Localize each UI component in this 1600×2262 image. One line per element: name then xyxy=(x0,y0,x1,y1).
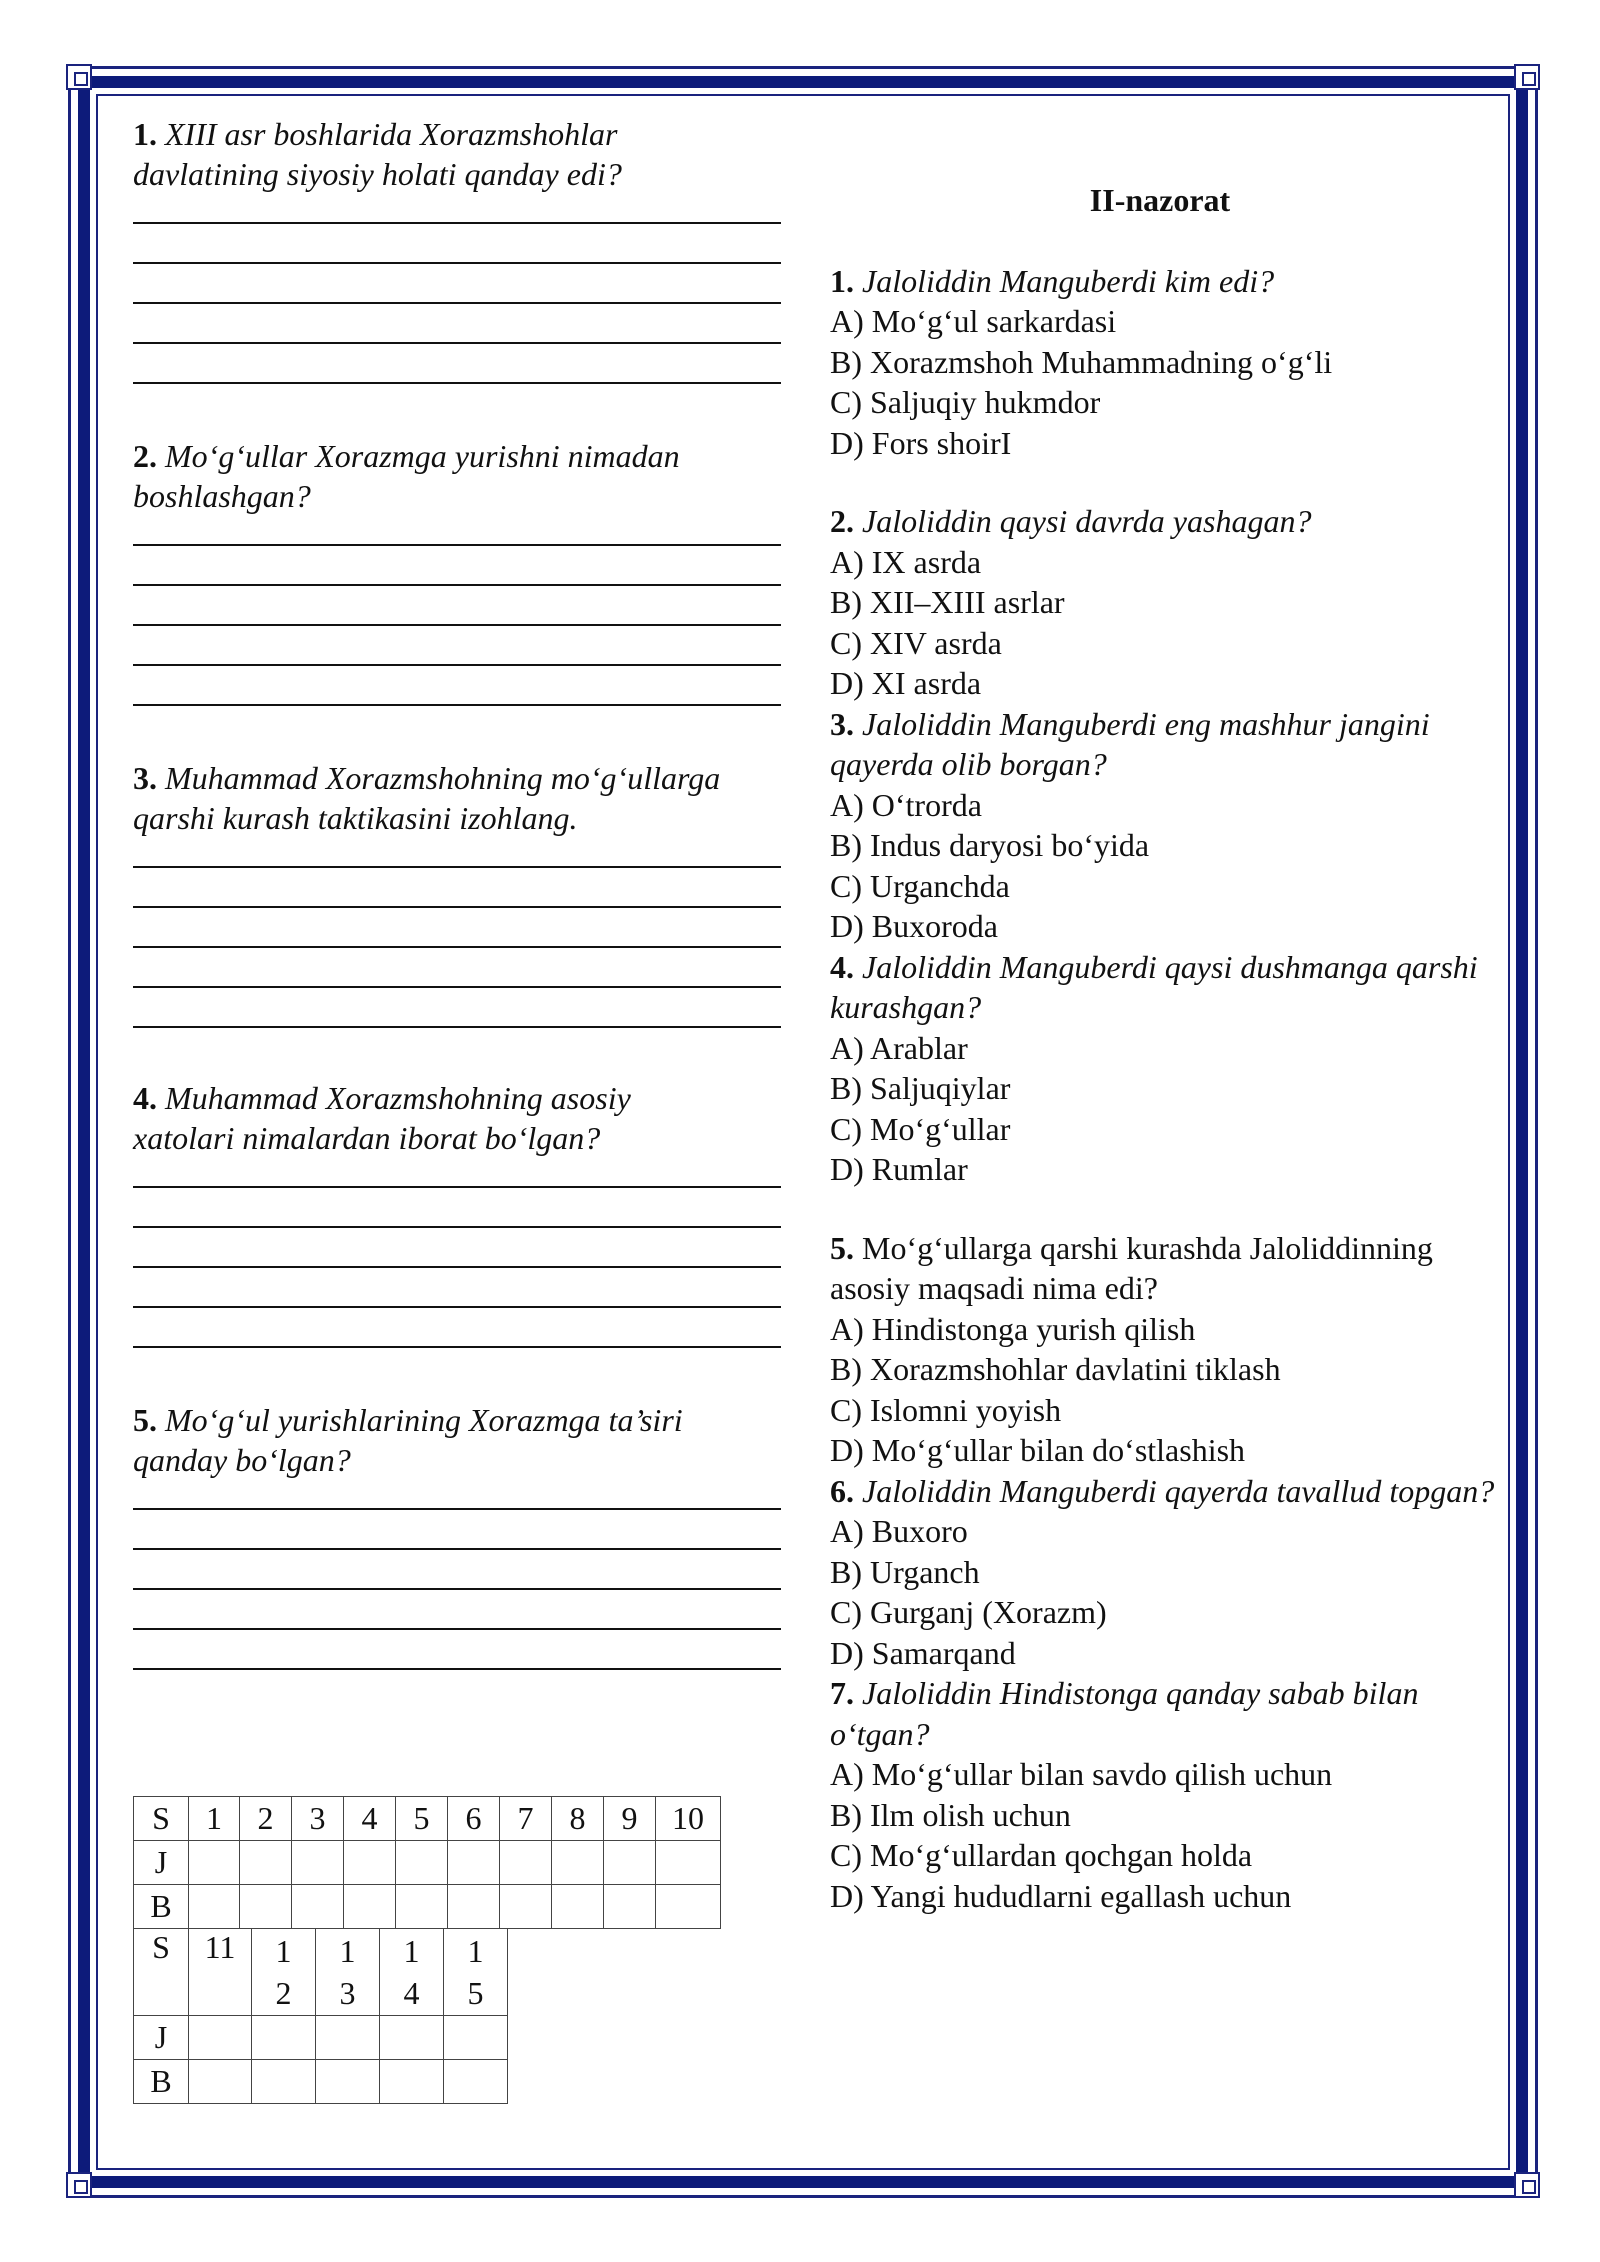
option[interactable]: B) XII–XIII asrlar xyxy=(830,584,1065,620)
answer-lines-5[interactable] xyxy=(133,1508,781,1708)
option[interactable]: B) Urganch xyxy=(830,1553,980,1590)
option[interactable]: B) Saljuqiylar xyxy=(830,1070,1011,1106)
corner-ornament-top-right xyxy=(1514,64,1540,90)
answer-cell[interactable] xyxy=(500,1841,552,1885)
corner-ornament-bottom-left xyxy=(66,2172,92,2198)
answer-cell[interactable] xyxy=(604,1885,656,1929)
row-label-j: J xyxy=(134,2016,189,2060)
option[interactable]: D) Yangi hududlarni egallash uchun xyxy=(830,1877,1292,1914)
question-number-cell: 1 3 xyxy=(316,1929,380,2016)
answer-cell[interactable] xyxy=(444,2016,508,2060)
option[interactable]: B) Xorazmshoh Muhammadning o‘g‘li xyxy=(830,343,1333,380)
option[interactable]: B) Xorazmshohlar davlatini tiklash xyxy=(830,1351,1281,1387)
option[interactable]: D) Fors shoirI xyxy=(830,424,1012,461)
question-number-cell: 1 4 xyxy=(380,1929,444,2016)
open-question-4: 4. Muhammad Xorazmshohning asosiy xatolari nimalardan iborat bo‘lgan? xyxy=(133,1080,631,1156)
corner-ornament-bottom-right xyxy=(1514,2172,1540,2198)
open-question-5: 5. Mo‘g‘ul yurishlarining Xorazmga ta’siri qanday bo‘lgan? xyxy=(133,1402,683,1478)
answer-cell[interactable] xyxy=(292,1841,344,1885)
option[interactable]: A) Buxoro xyxy=(830,1513,968,1549)
option[interactable]: A) Mo‘g‘ullar bilan savdo qilish uchun xyxy=(830,1756,1333,1792)
answer-cell[interactable] xyxy=(500,1885,552,1929)
answer-cell[interactable] xyxy=(448,1841,500,1885)
table-row xyxy=(134,2016,508,2060)
option[interactable]: D) Buxoroda xyxy=(830,908,998,944)
option[interactable]: A) IX asrda xyxy=(830,543,982,580)
corner-ornament-top-left xyxy=(66,64,92,90)
section-title: II-nazorat xyxy=(1089,182,1231,218)
table-row xyxy=(134,1929,508,2016)
option[interactable]: D) Samarqand xyxy=(830,1634,1016,1671)
answer-table-bottom xyxy=(133,1928,508,2104)
answer-cell[interactable] xyxy=(396,1885,448,1929)
mc-question-3: 3. Jaloliddin Manguberdi eng mashhur jangini qayerda olib borgan? A) O‘trorda B) Indus daryosi bo‘yida C) Urganchda D) Buxoroda xyxy=(830,704,1510,947)
question-number-cell: 5 xyxy=(396,1797,448,1841)
answer-cell[interactable] xyxy=(344,1841,396,1885)
option[interactable]: A) Mo‘g‘ul sarkardasi xyxy=(830,303,1117,339)
option[interactable]: C) Islomni yoyish xyxy=(830,1391,1062,1428)
test-section xyxy=(830,180,1510,1916)
answer-cell[interactable] xyxy=(380,2016,444,2060)
option[interactable]: A) Hindistonga yurish qilish xyxy=(830,1310,1196,1347)
answer-cell[interactable] xyxy=(292,1885,344,1929)
mc-question-5: 5. Mo‘g‘ullarga qarshi kurashda Jaloliddinning asosiy maqsadi nima edi? A) Hindistonga yurish qilish B) Xorazmshohlar davlatini tiklash C) Islomni yoyish D) Mo‘g‘ullar bilan do‘stlashish xyxy=(830,1228,1510,1471)
option[interactable]: C) Saljuqiy hukmdor xyxy=(830,384,1101,420)
open-question-1: 1. XIII asr boshlarida Xorazmshohlar davlatining siyosiy holati qanday edi? xyxy=(133,116,622,192)
answer-cell[interactable] xyxy=(252,2016,316,2060)
answer-cell[interactable] xyxy=(316,2060,380,2104)
answer-cell[interactable] xyxy=(396,1841,448,1885)
option[interactable]: A) O‘trorda xyxy=(830,786,982,823)
answer-cell[interactable] xyxy=(189,1885,240,1929)
answer-cell[interactable] xyxy=(448,1885,500,1929)
mc-question-1: 1. Jaloliddin Manguberdi kim edi? A) Mo‘g‘ul sarkardasi B) Xorazmshoh Muhammadning o‘g‘li C) Saljuqiy hukmdor D) Fors shoirI xyxy=(830,261,1510,464)
table-row xyxy=(134,2060,508,2104)
question-number-cell: 4 xyxy=(344,1797,396,1841)
answer-cell[interactable] xyxy=(656,1885,721,1929)
answer-cell[interactable] xyxy=(316,2016,380,2060)
question-number-cell: 1 2 xyxy=(252,1929,316,2016)
answer-cell[interactable] xyxy=(344,1885,396,1929)
answer-table-top xyxy=(133,1796,721,1929)
answer-lines-3[interactable] xyxy=(133,866,781,1066)
mc-question-2: 2. Jaloliddin qaysi davrda yashagan? A) IX asrda B) XII–XIII asrlar C) XIV asrda D) XI asrda xyxy=(830,501,1510,704)
option[interactable]: D) XI asrda xyxy=(830,665,982,701)
answer-lines-1[interactable] xyxy=(133,222,781,422)
answer-cell[interactable] xyxy=(604,1841,656,1885)
option[interactable]: B) Indus daryosi bo‘yida xyxy=(830,827,1150,863)
answer-cell[interactable] xyxy=(552,1841,604,1885)
option[interactable]: C) Gurganj (Xorazm) xyxy=(830,1594,1107,1630)
question-number-cell: 6 xyxy=(448,1797,500,1841)
mc-question-7: 7. Jaloliddin Hindistonga qanday sabab bilan o‘tgan? A) Mo‘g‘ullar bilan savdo qilish uchun B) Ilm olish uchun C) Mo‘g‘ullardan qochgan holda D) Yangi hududlarni egallash uchun xyxy=(830,1673,1510,1916)
question-number-cell: 11 xyxy=(189,1929,252,2016)
question-number-cell: 3 xyxy=(292,1797,344,1841)
answer-cell[interactable] xyxy=(189,2016,252,2060)
table-row xyxy=(134,1797,721,1841)
answer-cell[interactable] xyxy=(189,1841,240,1885)
answer-cell[interactable] xyxy=(240,1841,292,1885)
row-label-s: S xyxy=(134,1929,189,2016)
answer-lines-4[interactable] xyxy=(133,1186,781,1386)
answer-lines-2[interactable] xyxy=(133,544,781,744)
option[interactable]: D) Mo‘g‘ullar bilan do‘stlashish xyxy=(830,1432,1246,1468)
question-number-cell: 10 xyxy=(656,1797,721,1841)
open-question-2: 2. Mo‘g‘ullar Xorazmga yurishni nimadan boshlashgan? xyxy=(133,438,680,514)
question-number-cell: 8 xyxy=(552,1797,604,1841)
option[interactable]: C) XIV asrda xyxy=(830,624,1002,661)
table-row xyxy=(134,1841,721,1885)
option[interactable]: C) Mo‘g‘ullar xyxy=(830,1110,1011,1147)
option[interactable]: C) Mo‘g‘ullardan qochgan holda xyxy=(830,1837,1253,1873)
mc-question-4: 4. Jaloliddin Manguberdi qaysi dushmanga qarshi kurashgan? A) Arablar B) Saljuqiylar C) Mo‘g‘ullar D) Rumlar xyxy=(830,947,1510,1190)
question-number-cell: 7 xyxy=(500,1797,552,1841)
answer-cell[interactable] xyxy=(380,2060,444,2104)
option[interactable]: D) Rumlar xyxy=(830,1151,968,1187)
answer-cell[interactable] xyxy=(552,1885,604,1929)
question-number-cell: 9 xyxy=(604,1797,656,1841)
option[interactable]: A) Arablar xyxy=(830,1029,968,1066)
answer-cell[interactable] xyxy=(240,1885,292,1929)
answer-cell[interactable] xyxy=(444,2060,508,2104)
answer-cell[interactable] xyxy=(656,1841,721,1885)
row-label-b: B xyxy=(134,1885,189,1929)
question-number-cell: 2 xyxy=(240,1797,292,1841)
option[interactable]: C) Urganchda xyxy=(830,867,1010,904)
question-number-cell: 1 xyxy=(189,1797,240,1841)
table-row xyxy=(134,1885,721,1929)
mc-question-6: 6. Jaloliddin Manguberdi qayerda tavallud topgan? A) Buxoro B) Urganch C) Gurganj (Xorazm) D) Samarqand xyxy=(830,1471,1510,1674)
question-number-cell: 1 5 xyxy=(444,1929,508,2016)
answer-cell[interactable] xyxy=(189,2060,252,2104)
row-label-s: S xyxy=(134,1797,189,1841)
open-question-3: 3. Muhammad Xorazmshohning mo‘g‘ullarga qarshi kurash taktikasini izohlang. xyxy=(133,760,721,836)
answer-cell[interactable] xyxy=(252,2060,316,2104)
option[interactable]: B) Ilm olish uchun xyxy=(830,1796,1071,1833)
row-label-j: J xyxy=(134,1841,189,1885)
row-label-b: B xyxy=(134,2060,189,2104)
